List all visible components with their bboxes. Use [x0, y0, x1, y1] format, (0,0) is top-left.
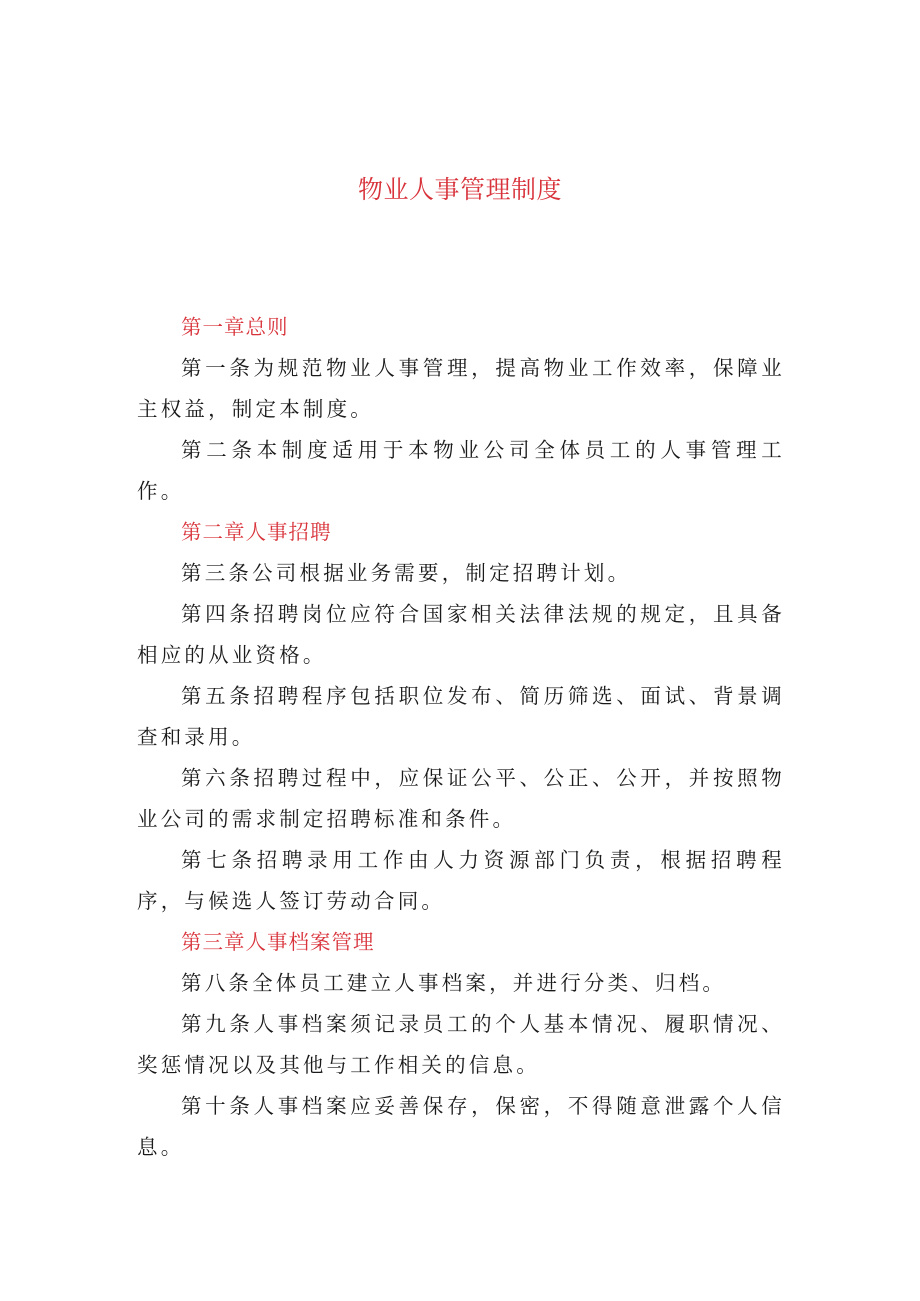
article-9: 第九条人事档案须记录员工的个人基本情况、履职情况、奖惩情况以及其他与工作相关的信息。 — [137, 1012, 785, 1077]
article-3: 第三条公司根据业务需要，制定招聘计划。 — [181, 561, 632, 585]
article-6: 第六条招聘过程中，应保证公平、公正、公开，并按照物业公司的需求制定招聘标准和条件。 — [137, 766, 785, 831]
article-1: 第一条为规范物业人事管理，提高物业工作效率，保障业主权益，制定本制度。 — [137, 356, 785, 421]
chapter-heading-1: 第一章总则 — [181, 315, 289, 339]
article-5: 第五条招聘程序包括职位发布、简历筛选、面试、背景调查和录用。 — [137, 684, 785, 749]
chapter-heading-2: 第二章人事招聘 — [181, 520, 332, 544]
chapter-heading-3: 第三章人事档案管理 — [181, 930, 375, 954]
document-body — [137, 307, 785, 1168]
article-2: 第二条本制度适用于本物业公司全体员工的人事管理工作。 — [137, 438, 785, 503]
document-title: 物业人事管理制度 — [357, 175, 562, 204]
article-10: 第十条人事档案应妥善保存，保密，不得随意泄露个人信息。 — [137, 1094, 785, 1159]
article-8: 第八条全体员工建立人事档案，并进行分类、归档。 — [181, 971, 727, 995]
article-4: 第四条招聘岗位应符合国家相关法律法规的规定，且具备相应的从业资格。 — [137, 602, 785, 667]
article-7: 第七条招聘录用工作由人力资源部门负责，根据招聘程序，与候选人签订劳动合同。 — [137, 848, 785, 913]
